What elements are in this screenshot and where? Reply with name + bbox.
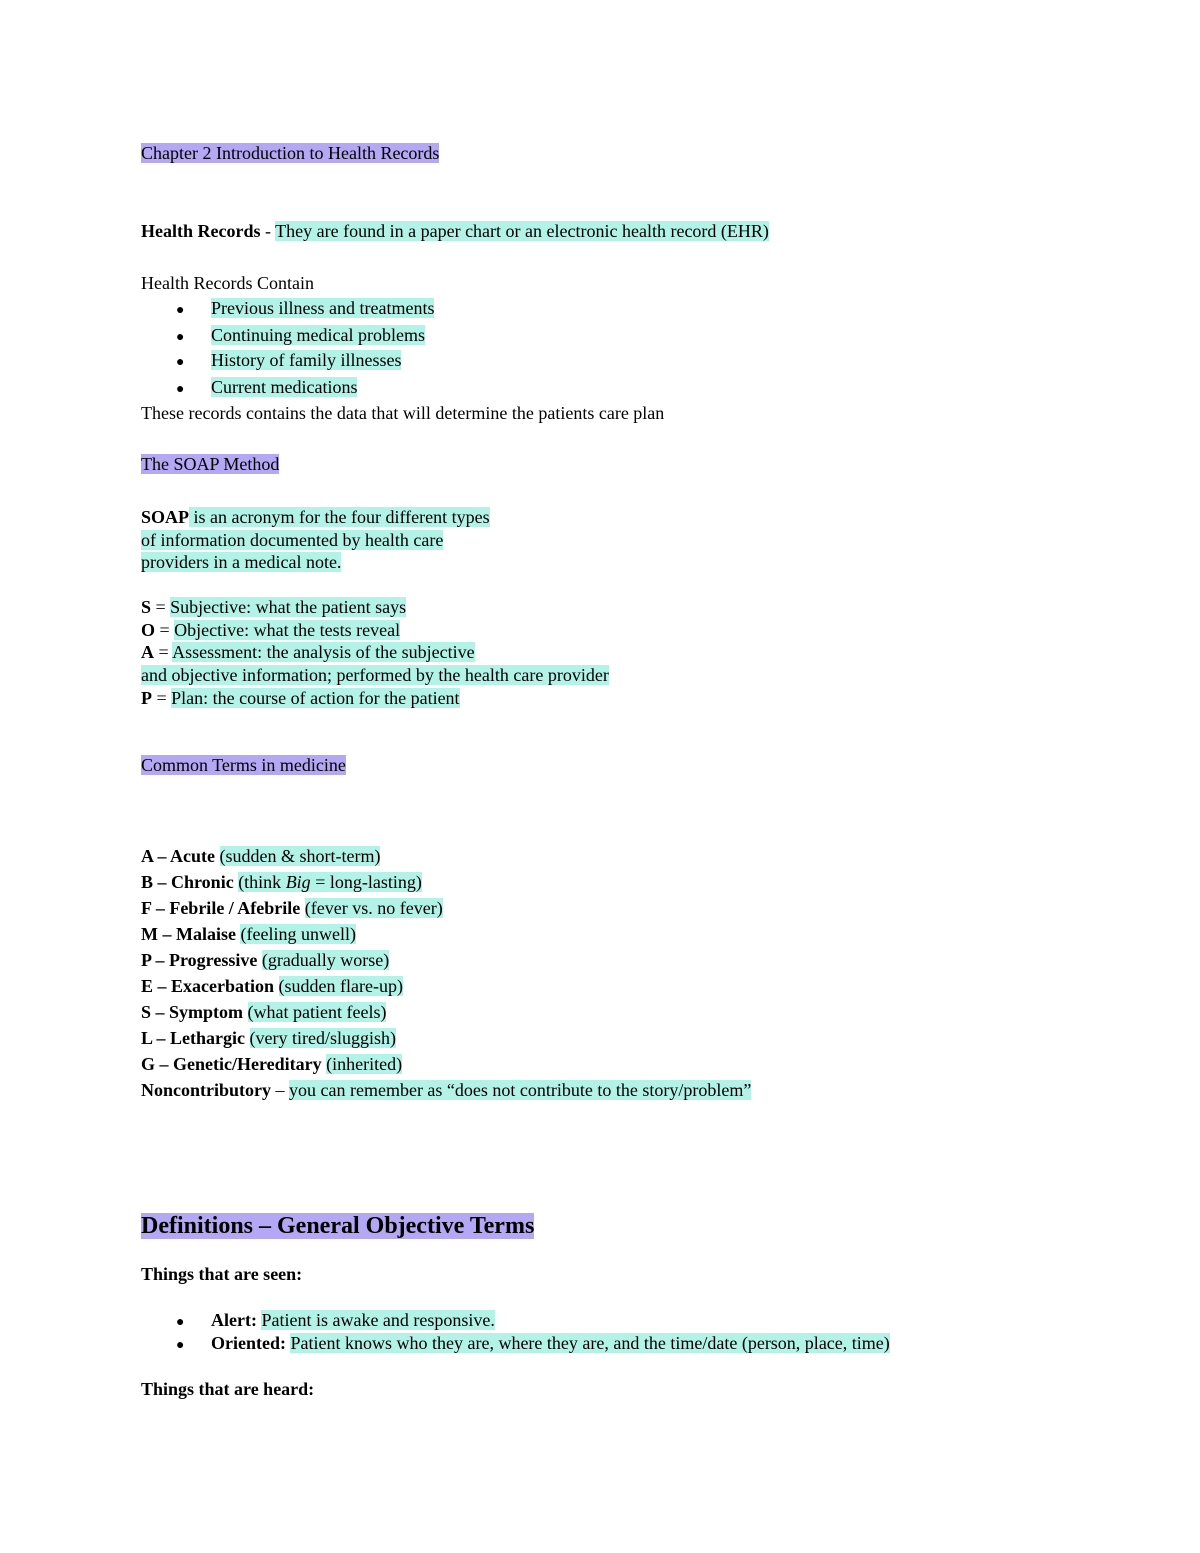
term-row	[141, 871, 422, 893]
list-item	[176, 297, 434, 322]
term-description: (inherited)	[326, 1054, 403, 1074]
term-description: (gradually worse)	[261, 950, 390, 970]
terms-heading-text: Common Terms in medicine	[141, 755, 346, 775]
term-description: (very tired/sluggish)	[249, 1028, 396, 1048]
list-item	[176, 1309, 495, 1334]
term-label: F – Febrile / Afebrile	[141, 898, 301, 918]
soap-item-text: Objective: what the tests reveal	[174, 620, 401, 640]
term-label: L – Lethargic	[141, 1028, 245, 1048]
term-row	[141, 1053, 402, 1075]
list-item	[176, 324, 425, 349]
bullet-icon: ●	[176, 1338, 185, 1353]
soap-letter: O	[141, 620, 156, 640]
soap-item-text: Subjective: what the patient says	[170, 597, 407, 617]
soap-heading	[141, 453, 279, 475]
term-label: P – Progressive	[141, 950, 258, 970]
list-item-text: Continuing medical problems	[211, 325, 425, 345]
soap-equals: =	[155, 620, 175, 640]
bullet-icon: ●	[176, 330, 185, 345]
seen-heading: Things that are seen:	[141, 1264, 303, 1284]
term-row	[141, 923, 356, 945]
term-description-part: (think	[238, 872, 286, 892]
term-description: (what patient feels)	[247, 1002, 387, 1022]
term-label: A – Acute	[141, 846, 215, 866]
soap-item-text: Assessment: the analysis of the subjective	[172, 642, 475, 662]
definition-text: Patient knows who they are, where they are, and the time/date (person, place, time)	[290, 1333, 890, 1353]
soap-letter: S	[141, 597, 152, 617]
term-row	[141, 845, 380, 867]
soap-item-o	[141, 619, 400, 641]
soap-item-text: Plan: the course of action for the patient	[171, 688, 460, 708]
term-label: E – Exacerbation	[141, 976, 274, 996]
soap-equals: =	[154, 642, 173, 662]
bullet-icon: ●	[176, 355, 185, 370]
heard-heading: Things that are heard:	[141, 1379, 315, 1399]
definition-term: Oriented:	[211, 1333, 286, 1353]
term-description: you can remember as “does not contribute to the story/problem”	[289, 1080, 752, 1100]
soap-item-a-continued	[141, 664, 609, 686]
term-row	[141, 1079, 751, 1101]
health-records-separator: -	[260, 221, 276, 241]
soap-letter: P	[141, 688, 152, 708]
contain-summary: These records contains the data that will determine the patients care plan	[141, 403, 665, 423]
soap-intro-text-3: providers in a medical note.	[141, 552, 342, 572]
term-description: (sudden & short-term)	[219, 846, 381, 866]
chapter-heading	[141, 142, 439, 164]
soap-term: SOAP	[141, 507, 190, 527]
term-separator: –	[271, 1080, 289, 1100]
soap-intro-text-1: is an acronym for the four different types	[189, 507, 490, 527]
definitions-heading-text: Definitions – General Objective Terms	[141, 1213, 535, 1239]
bullet-icon: ●	[176, 303, 185, 318]
term-description-part: = long-lasting)	[310, 872, 422, 892]
list-item-text: History of family illnesses	[211, 350, 402, 370]
contain-heading: Health Records Contain	[141, 273, 314, 293]
term-label: S – Symptom	[141, 1002, 244, 1022]
list-item	[176, 376, 357, 401]
soap-intro-line-1	[141, 506, 490, 528]
soap-intro-text-2: of information documented by health care	[141, 530, 444, 550]
term-description	[238, 872, 422, 892]
terms-heading	[141, 754, 346, 776]
term-label: B – Chronic	[141, 872, 234, 892]
health-records-definition	[141, 220, 769, 242]
bullet-icon: ●	[176, 1315, 185, 1330]
term-label: M – Malaise	[141, 924, 236, 944]
term-row	[141, 975, 403, 997]
term-description: (sudden flare-up)	[278, 976, 403, 996]
chapter-heading-text: Chapter 2 Introduction to Health Records	[141, 143, 440, 163]
soap-item-text: and objective information; performed by the health care provider	[141, 665, 609, 685]
soap-item-a	[141, 641, 475, 663]
definitions-heading	[141, 1211, 534, 1241]
soap-equals: =	[152, 688, 172, 708]
soap-item-p	[141, 687, 460, 709]
term-label: G – Genetic/Hereditary	[141, 1054, 322, 1074]
definition-term: Alert:	[211, 1310, 257, 1330]
health-records-text: They are found in a paper chart or an electronic health record (EHR)	[275, 221, 769, 241]
list-item	[176, 349, 401, 374]
term-row	[141, 1027, 396, 1049]
soap-equals: =	[151, 597, 171, 617]
soap-heading-text: The SOAP Method	[141, 454, 280, 474]
soap-intro-line-2	[141, 529, 443, 551]
list-item	[176, 1332, 890, 1357]
bullet-icon: ●	[176, 382, 185, 397]
list-item-text: Previous illness and treatments	[211, 298, 435, 318]
soap-intro-line-3	[141, 551, 341, 573]
soap-item-s	[141, 596, 406, 618]
term-row	[141, 897, 443, 919]
term-description-emphasis: Big	[285, 872, 311, 892]
term-description: (feeling unwell)	[240, 924, 356, 944]
soap-letter: A	[141, 642, 154, 662]
definition-text: Patient is awake and responsive.	[261, 1310, 495, 1330]
term-row	[141, 1001, 386, 1023]
term-description: (fever vs. no fever)	[304, 898, 443, 918]
term-row	[141, 949, 389, 971]
term-label: Noncontributory	[141, 1080, 271, 1100]
health-records-term: Health Records	[141, 221, 261, 241]
list-item-text: Current medications	[211, 377, 358, 397]
